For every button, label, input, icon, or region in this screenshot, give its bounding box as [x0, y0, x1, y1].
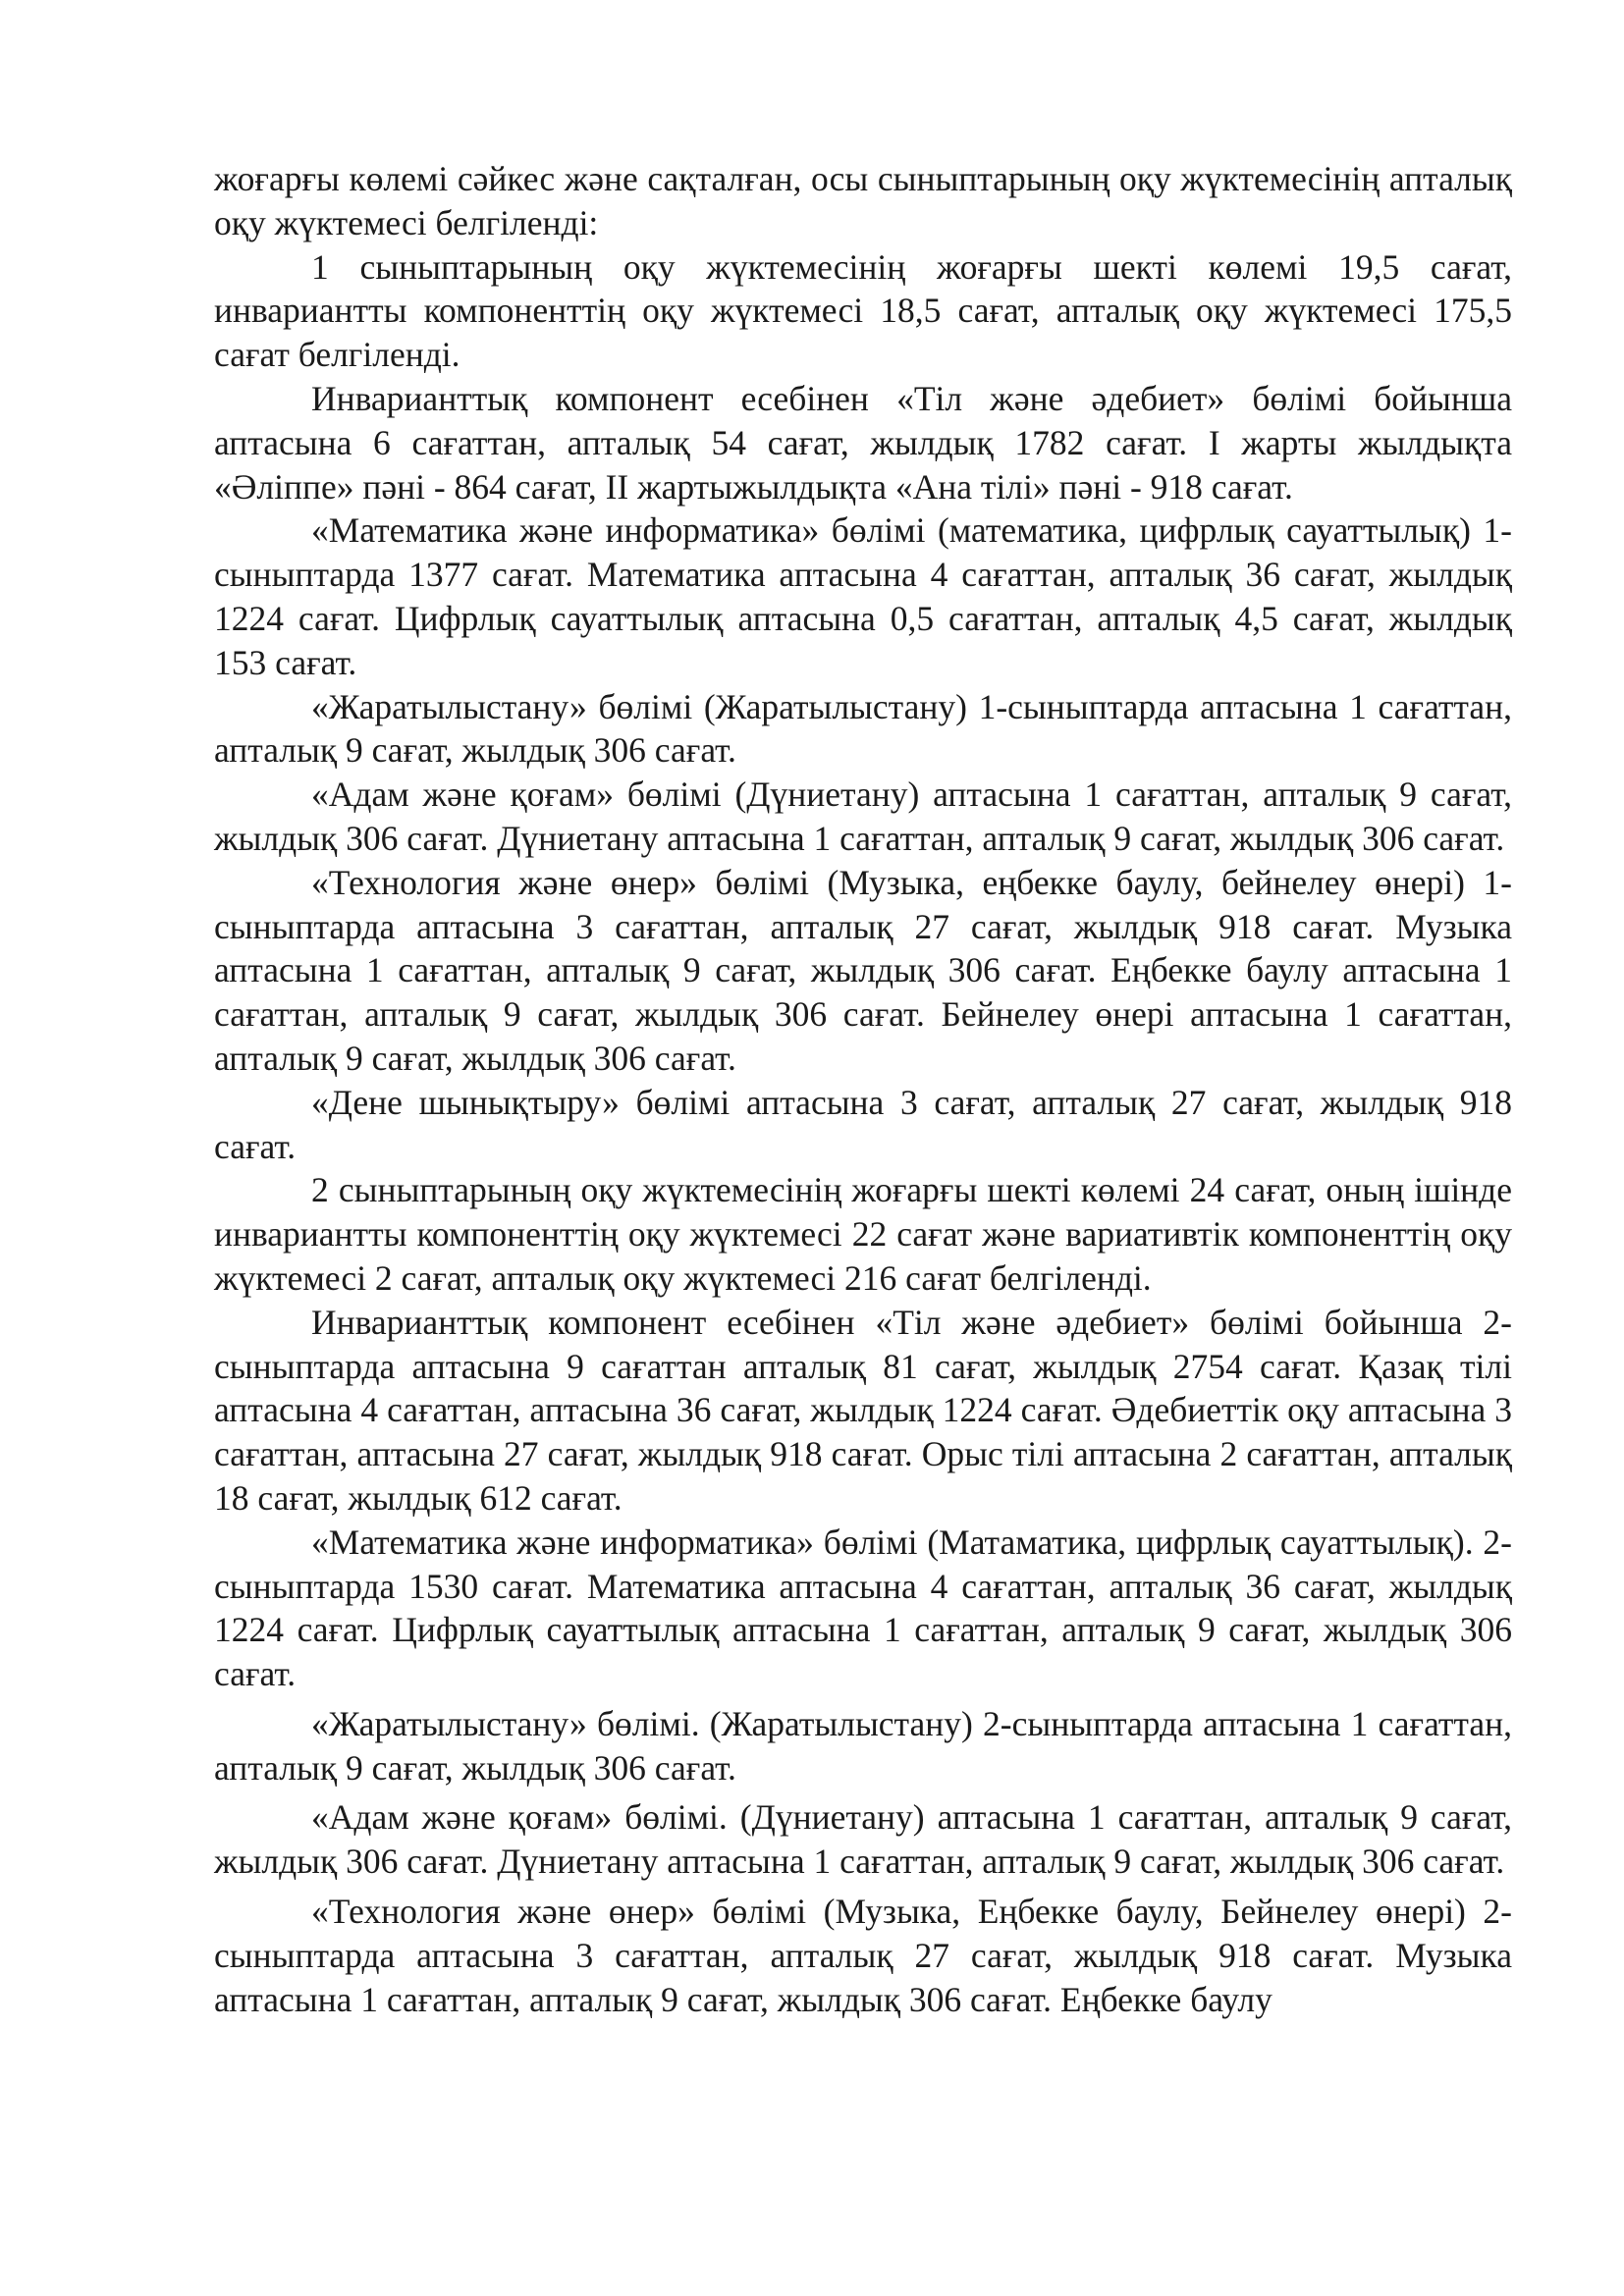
document-page	[214, 157, 1512, 2021]
paragraph: жоғарғы көлемі сәйкес және сақталған, осы сыныптарының оқу жүктемесінің апталық оқу жүктемесі белгіленді:	[214, 159, 1512, 242]
paragraph: 1 сыныптарының оқу жүктемесінің жоғарғы шекті көлемі 19,5 сағат, инвариантты компоненттің оқу жүктемесі 18,5 сағат, апталық оқу жүктемесі 175,5 сағат белгіленді.	[214, 246, 1512, 375]
paragraph: «Математика және информатика» бөлімі (Матаматика, цифрлық сауаттылық). 2-сыныптарда 1530 сағат. Математика аптасына 4 сағаттан, апталық 36 сағат, жылдық 1224 сағат. Цифрлық сауаттылық аптасына 1 сағаттан, апталық 9 сағат, жылдық 306 сағат.	[214, 1522, 1512, 1694]
paragraph: «Адам және қоғам» бөлімі. (Дүниетану) аптасына 1 сағаттан, апталық 9 сағат, жылдық 306 сағат. Дүниетану аптасына 1 сағаттан, апталық 9 сағат, жылдық 306 сағат.	[214, 1797, 1512, 1882]
paragraph: 2 сыныптарының оқу жүктемесінің жоғарғы шекті көлемі 24 сағат, оның ішінде инвариантты компоненттің оқу жүктемесі 22 сағат және вариативтік компоненттің оқу жүктемесі 2 сағат, апталық оқу жүктемесі 216 сағат белгіленді.	[214, 1170, 1512, 1298]
paragraph: «Жаратылыстану» бөлімі. (Жаратылыстану) 2-сыныптарда аптасына 1 сағаттан, апталық 9 сағат, жылдық 306 сағат.	[214, 1703, 1512, 1788]
paragraph: Инварианттық компонент есебінен «Тіл және әдебиет» бөлімі бойынша 2-сыныптарда аптасына 9 сағаттан апталық 81 сағат, жылдық 2754 сағат. Қазақ тілі аптасына 4 сағаттан, аптасына 36 сағат, жылдық 1224 сағат. Әдебиеттік оқу аптасына 3 сағаттан, аптасына 27 сағат, жылдық 918 сағат. Орыс тілі аптасына 2 сағаттан, апталық 18 сағат, жылдық 612 сағат.	[214, 1302, 1512, 1518]
paragraph: Инварианттық компонент есебінен «Тіл және әдебиет» бөлімі бойынша аптасына 6 сағаттан, апталық 54 сағат, жылдық 1782 сағат. І жарты жылдықта «Әліппе» пәні - 864 сағат, ІІ жартыжылдықта «Ана тілі» пәні - 918 сағат.	[214, 378, 1512, 507]
paragraph: «Адам және қоғам» бөлімі (Дүниетану) аптасына 1 сағаттан, апталық 9 сағат, жылдық 306 сағат. Дүниетану аптасына 1 сағаттан, апталық 9 сағат, жылдық 306 сағат.	[214, 774, 1512, 858]
paragraph: «Жаратылыстану» бөлімі (Жаратылыстану) 1-сыныптарда аптасына 1 сағаттан, апталық 9 сағат, жылдық 306 сағат.	[214, 686, 1512, 771]
paragraph: «Технология және өнер» бөлімі (Музыка, Еңбекке баулу, Бейнелеу өнері) 2-сыныптарда аптасына 3 сағаттан, апталық 27 сағат, жылдық 918 сағат. Музыка аптасына 1 сағаттан, апталық 9 сағат, жылдық 306 сағат. Еңбекке баулу	[214, 1892, 1512, 2019]
paragraph: «Технология және өнер» бөлімі (Музыка, еңбекке баулу, бейнелеу өнері) 1-сыныптарда аптасына 3 сағаттан, апталық 27 сағат, жылдық 918 сағат. Музыка аптасына 1 сағаттан, апталық 9 сағат, жылдық 306 сағат. Еңбекке баулу аптасына 1 сағаттан, апталық 9 сағат, жылдық 306 сағат. Бейнелеу өнері аптасына 1 сағаттан, апталық 9 сағат, жылдық 306 сағат.	[214, 862, 1512, 1078]
paragraph: «Математика және информатика» бөлімі (математика, цифрлық сауаттылық) 1-сыныптарда 1377 сағат. Математика аптасына 4 сағаттан, апталық 36 сағат, жылдық 1224 сағат. Цифрлық сауаттылық аптасына 0,5 сағаттан, апталық 4,5 сағат, жылдық 153 сағат.	[214, 510, 1512, 682]
paragraph: «Дене шынықтыру» бөлімі аптасына 3 сағат, апталық 27 сағат, жылдық 918 сағат.	[214, 1082, 1512, 1166]
